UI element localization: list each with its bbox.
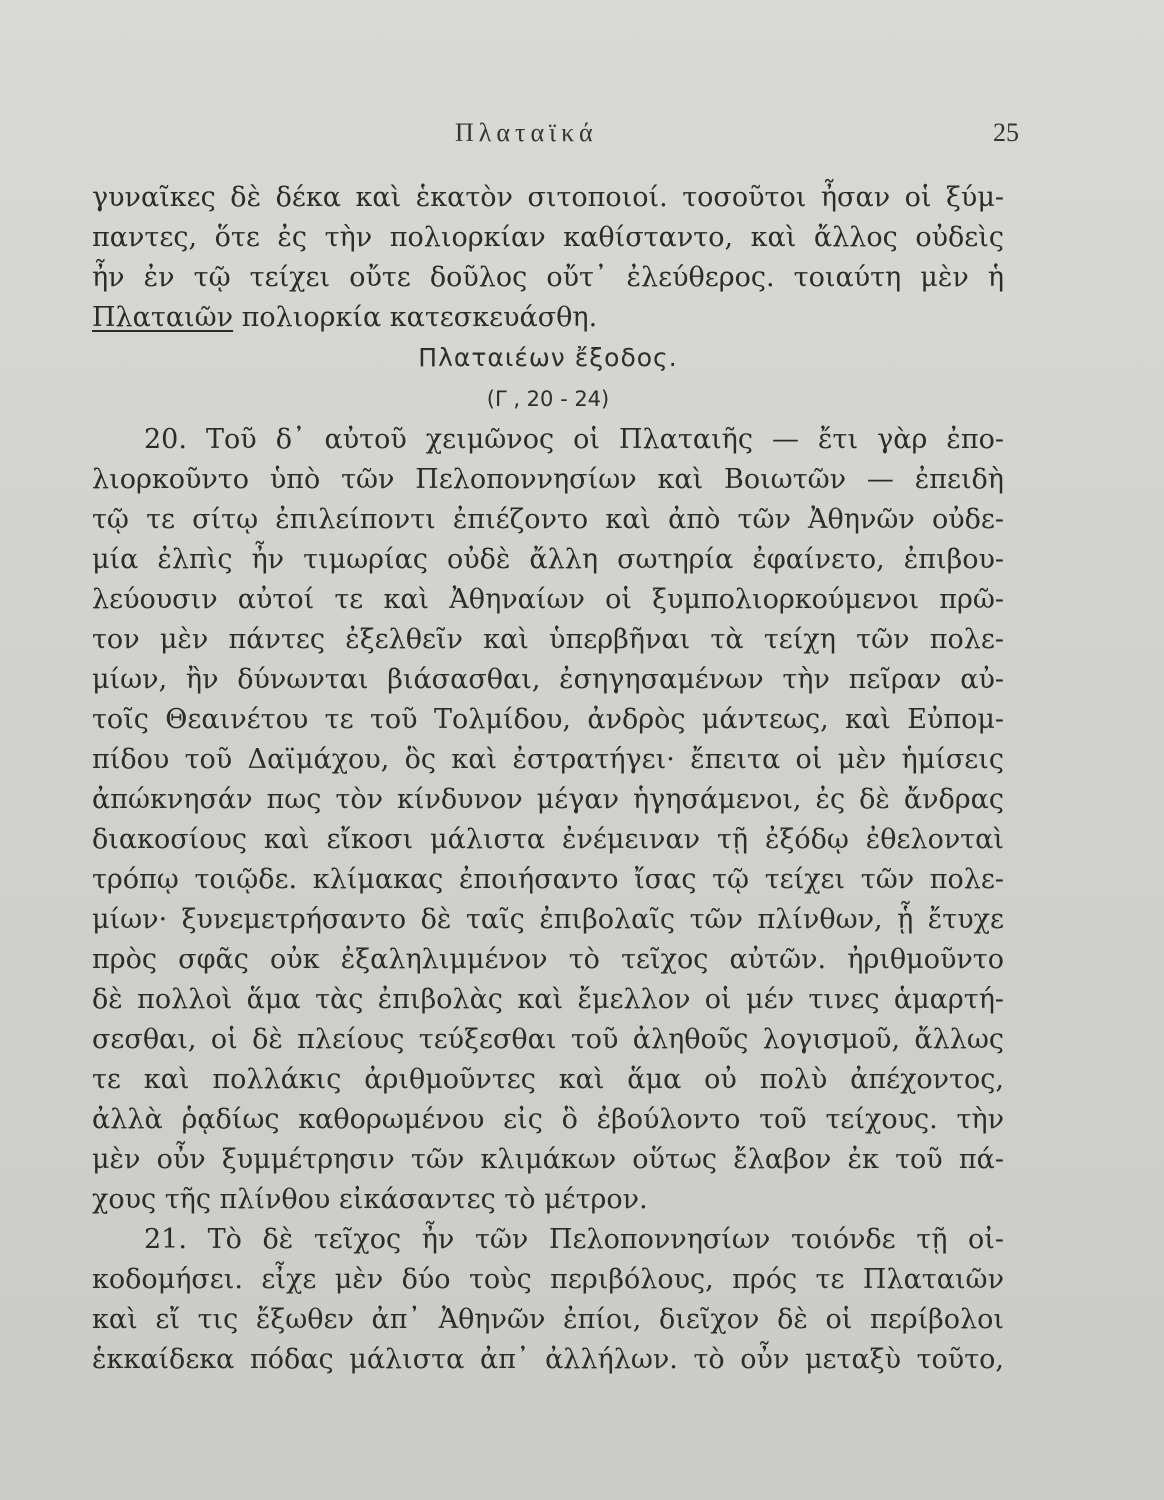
paragraph-20 [92,420,1004,1220]
page-body [92,178,1004,1380]
section-title: Πλαταιέων ἔξοδος. [418,343,678,372]
running-title: Πλαταϊκά [455,118,598,147]
text-line: καὶ εἴ τις ἔξωθεν ἀπ᾽ Ἀθηνῶν ἐπίοι, διεῖχον δὲ οἱ περίβολοι [92,1304,1004,1335]
text-line: δὲ πολλοὶ ἅμα τὰς ἐπιβολὰς καὶ ἔμελλον οἱ μέν τινες ἁμαρτή- [92,984,1004,1015]
text-line: παντες, ὅτε ἐς τὴν πολιορκίαν καθίσταντο, καὶ ἄλλος οὐδεὶς [92,222,1004,253]
text-line: μίων, ἢν δύνωνται βιάσασθαι, ἐσηγησαμένων τὴν πεῖραν αὐ- [92,664,1004,695]
text-line: τον μὲν πάντες ἐξελθεῖν καὶ ὑπερβῆναι τὰ τείχη τῶν πολε- [92,624,1004,655]
text-line: τοῖς Θεαινέτου τε τοῦ Τολμίδου, ἀνδρὸς μάντεως, καὶ Εὐπομ- [92,704,1004,735]
text-line: γυναῖκες δὲ δέκα καὶ ἑκατὸν σιτοποιοί. τοσοῦτοι ἦσαν οἱ ξύμ- [92,182,1004,213]
text-line: 20. Τοῦ δ᾽ αὐτοῦ χειμῶνος οἱ Πλαταιῆς — ἔτι γὰρ ἐπο- [144,424,1004,455]
text-line: ἀπώκνησάν πως τὸν κίνδυνον μέγαν ἡγησάμενοι, ἐς δὲ ἄνδρας [92,784,1004,815]
text-line: τρόπῳ τοιῷδε. κλίμακας ἐποιήσαντο ἴσας τῷ τείχει τῶν πολε- [92,864,1004,895]
text-line: ἦν ἐν τῷ τείχει οὔτε δοῦλος οὔτ᾽ ἐλεύθερος. τοιαύτη μὲν ἡ [92,262,1004,293]
text-line: χους τῆς πλίνθου εἰκάσαντες τὸ μέτρον. [92,1184,648,1215]
text-line: ἑκκαίδεκα πόδας μάλιστα ἀπ᾽ ἀλλήλων. τὸ οὖν μεταξὺ τοῦτο, [92,1344,1004,1375]
opening-paragraph [92,178,1004,338]
line-remainder: πολιορκία κατεσκευάσθη. [233,302,598,333]
text-line: κοδομήσει. εἶχε μὲν δύο τοὺς περιβόλους, πρός τε Πλαταιῶν [92,1264,1004,1295]
text-line: τε καὶ πολλάκις ἀριθμοῦντες καὶ ἅμα οὐ πολὺ ἀπέχοντος, [92,1064,1004,1095]
text-line: σεσθαι, οἱ δὲ πλείους τεύξεσθαι τοῦ ἀληθοῦς λογισμοῦ, ἄλλως [92,1024,1004,1055]
page-number: 25 [993,118,1019,147]
text-line: λεύουσιν αὐτοί τε καὶ Ἀθηναίων οἱ ξυμπολιορκούμενοι πρῶ- [92,584,1004,615]
text-line: ἀλλὰ ῥᾳδίως καθορωμένου εἰς ὃ ἐβούλοντο τοῦ τείχους. τὴν [92,1104,1004,1135]
text-line [92,298,1004,338]
text-line: μία ἐλπὶς ἦν τιμωρίας οὐδὲ ἄλλη σωτηρία ἐφαίνετο, ἐπιβου- [92,544,1004,575]
text-line: πίδου τοῦ Δαϊμάχου, ὃς καὶ ἐστρατήγει· ἔπειτα οἱ μὲν ἡμίσεις [92,744,1004,775]
text-line: πρὸς σφᾶς οὐκ ἐξαληλιμμένον τὸ τεῖχος αὐτῶν. ἠριθμοῦντο [92,944,1004,975]
text-line: μὲν οὖν ξυμμέτρησιν τῶν κλιμάκων οὕτως ἔλαβον ἐκ τοῦ πά- [92,1144,1004,1175]
text-line: λιορκοῦντο ὑπὸ τῶν Πελοποννησίων καὶ Βοιωτῶν — ἐπειδὴ [92,464,1004,495]
page-header [0,118,1164,158]
underlined-word: Πλαταιῶν [92,302,234,333]
section-reference: (Γ , 20 - 24) [486,387,610,411]
paragraph-21 [92,1220,1004,1380]
text-line: διακοσίους καὶ εἴκοσι μάλιστα ἐνέμειναν τῇ ἐξόδῳ ἐθελονταὶ [92,824,1004,855]
text-line: 21. Τὸ δὲ τεῖχος ἦν τῶν Πελοποννησίων τοιόνδε τῇ οἰ- [144,1224,1004,1255]
text-line: μίων· ξυνεμετρήσαντο δὲ ταῖς ἐπιβολαῖς τῶν πλίνθων, ᾗ ἔτυχε [92,904,1004,935]
text-line: τῷ τε σίτῳ ἐπιλείποντι ἐπιέζοντο καὶ ἀπὸ τῶν Ἀθηνῶν οὐδε- [92,504,1004,535]
